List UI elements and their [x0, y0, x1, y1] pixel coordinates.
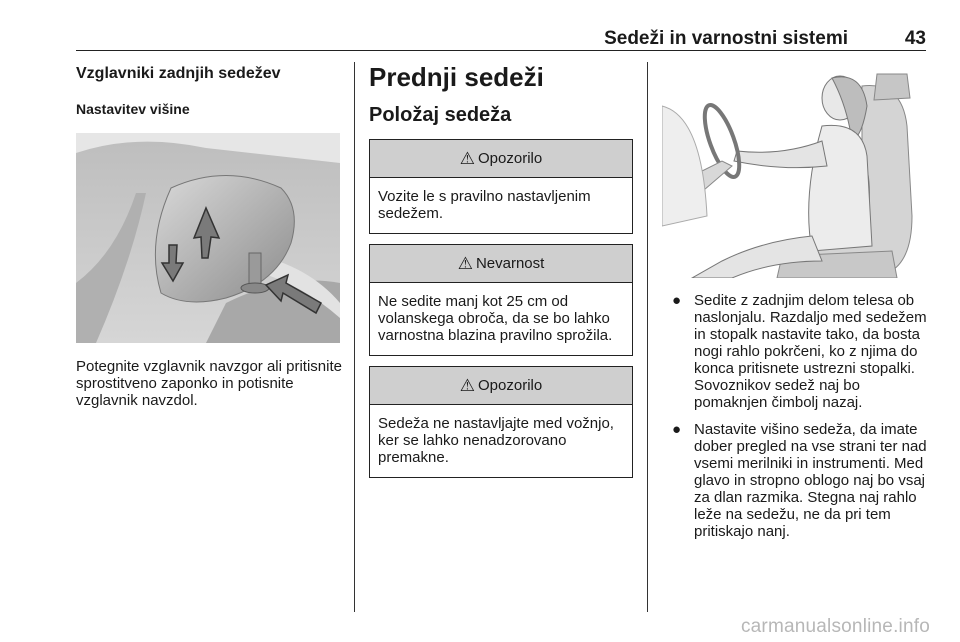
danger-text: Ne sedite manj kot 25 cm od volanskega obroča, da se bo lahko varnostna blazina pravilno sprožila.: [378, 293, 613, 344]
header-rule: [76, 50, 926, 51]
driver-seat-position-illustration: [662, 66, 928, 278]
subsection-seat-position: Položaj sedeža: [369, 104, 512, 126]
column-divider-right: [647, 62, 648, 612]
list-item: [662, 421, 928, 540]
column-divider-left: [354, 62, 355, 612]
section-heading-rear-headrests: Vzglavniki zadnjih sedežev: [76, 65, 281, 82]
warning-box-header: [370, 367, 632, 405]
headrest-caption: Potegnite vzglavnik navzgor ali pritisnite sprostitveno zaponko in potisnite vzglavnik navzdol.: [76, 358, 342, 409]
column-right: [662, 62, 928, 550]
page-number: 43: [904, 28, 926, 49]
list-item-text: Nastavite višino sedeža, da imate dober pregled na vse strani ter nad vsemi merilniki in instrumenti. Med glavo in stropno oblogo naj bo vsaj za dlan razmika. Stegna naj rahlo leže na sedežu, ne da pri tem pritiskajo nanj.: [694, 421, 927, 540]
bullet-dot-icon: ●: [672, 292, 682, 309]
subheading-height-adjustment: Nastavitev višine: [76, 101, 190, 117]
warning-text: Sedeža ne nastavljajte med vožnjo, ker se lahko nenadzorovano premakne.: [378, 415, 614, 466]
list-item: [662, 292, 928, 411]
warning-triangle-icon: ⚠: [459, 376, 476, 395]
warning-label: Opozorilo: [478, 150, 543, 167]
danger-label: Nevarnost: [475, 255, 545, 272]
warning-text: Vozite le s pravilno nastavljenim sedežem.: [378, 188, 591, 222]
warning-triangle-icon: ⚠: [457, 254, 473, 273]
section-title-front-seats: Prednji sedeži: [369, 62, 544, 92]
danger-box-header: [370, 245, 632, 283]
header-title: Sedeži in varnostni sistemi: [604, 28, 848, 49]
column-left: [76, 62, 342, 409]
list-item-text: Sedite z zadnjim delom telesa ob naslonjalu. Razdaljo med sedežem in stopalk nastavite tako, da bosta nogi rahlo pokrčeni, ko z njima do konca pritisnete ustrezni stopalki. Sovoznikov sedež naj bo pomaknjen čimbolj nazaj.: [694, 292, 927, 411]
warning-box-1: [369, 139, 633, 234]
warning-triangle-icon: ⚠: [459, 149, 476, 168]
warning-box-header: [370, 140, 632, 178]
warning-box-2: [369, 366, 633, 478]
bullet-dot-icon: ●: [672, 421, 682, 438]
column-middle: [369, 62, 633, 478]
page-header: [76, 26, 926, 52]
seat-adjustment-list: [662, 292, 928, 540]
headrest-illustration: [76, 133, 340, 343]
warning-label: Opozorilo: [478, 377, 543, 394]
watermark: carmanualsonline.info: [740, 616, 930, 637]
danger-box: [369, 244, 633, 356]
